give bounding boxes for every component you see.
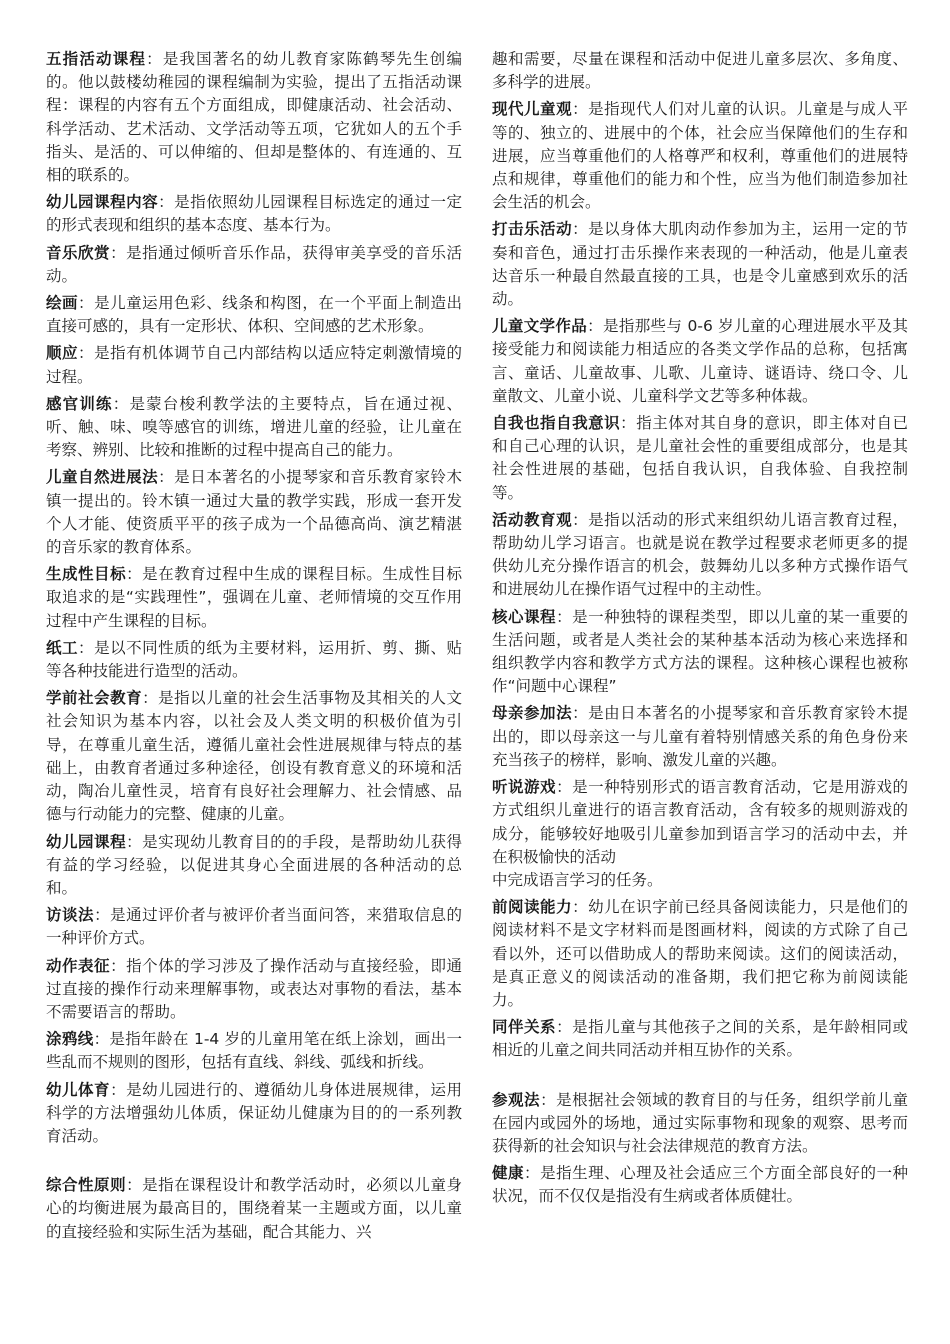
entry-definition: 是以不同性质的纸为主要材料，运用折、剪、撕、贴等各种技能进行造型的活动。 bbox=[46, 638, 462, 681]
entry-definition: 趣和需要，尽量在课程和活动中促进儿童多层次、多角度、多科学的进展。 bbox=[492, 50, 908, 92]
glossary-entry bbox=[492, 896, 908, 1012]
entry-term: 音乐欣赏 bbox=[46, 243, 111, 262]
entry-term: 母亲参加法 bbox=[492, 704, 573, 723]
left-column bbox=[46, 48, 462, 1248]
entry-term: 幼儿园课程 bbox=[46, 832, 127, 851]
entry-definition: 指个体的学习涉及了操作活动与直接经验，即通过直接的操作行动来理解事物，或表达对事物的看法，基本不需要语言的帮助。 bbox=[46, 956, 462, 1021]
entry-term: 参观法 bbox=[492, 1090, 541, 1109]
entry-definition: 是通过评价者与被评价者当面问答，来猎取信息的一种评价方式。 bbox=[46, 906, 462, 948]
glossary-entry bbox=[46, 342, 462, 388]
glossary-entry bbox=[46, 637, 462, 683]
glossary-entry-continued bbox=[492, 48, 908, 94]
glossary-entry bbox=[492, 1089, 908, 1159]
entry-separator: ： bbox=[78, 638, 95, 657]
entry-definition: 是指有机体调节自己内部结构以适应特定刺激情境的过程。 bbox=[46, 344, 462, 386]
entry-separator: ： bbox=[572, 100, 589, 119]
entry-term: 感官训练 bbox=[46, 394, 113, 413]
entry-separator: ： bbox=[112, 394, 130, 413]
entry-definition: 是一种特别形式的语言教育活动，它是用游戏的方式组织儿童进行的语言教育活动，含有较多的规则游戏的成分，能够较好地吸引儿童参加到语言学习的活动中去，并在积极愉快的活动 bbox=[492, 778, 908, 866]
glossary-entry bbox=[46, 242, 462, 288]
glossary-entry bbox=[46, 1174, 462, 1244]
glossary-entry bbox=[492, 1016, 908, 1062]
entry-term: 打击乐活动 bbox=[492, 220, 573, 239]
entry-separator: ： bbox=[126, 565, 143, 584]
entry-separator: ： bbox=[78, 294, 95, 313]
entry-separator: ： bbox=[158, 468, 175, 487]
entry-definition: 是在教育过程中生成的课程目标。生成性目标取追求的是“实践理性”，强调在儿童、老师情境的交互作用过程中产生课程的目标。 bbox=[46, 565, 462, 630]
entry-definition: 是以身体大肌肉动作参加为主，运用一定的节奏和音色，通过打击乐操作来表现的一种活动，他是儿童表达音乐一种最自然最直接的工具，也是令儿童感到欢乐的活动。 bbox=[492, 220, 908, 309]
entry-separator: ： bbox=[572, 510, 589, 529]
entry-definition: 是指通过倾听音乐作品，获得审美享受的音乐活动。 bbox=[46, 243, 462, 285]
entry-term: 同伴关系 bbox=[492, 1018, 557, 1037]
glossary-entry bbox=[46, 955, 462, 1025]
entry-separator: ： bbox=[540, 1090, 557, 1109]
entry-term: 纸工 bbox=[46, 638, 79, 657]
entry-separator: ： bbox=[158, 193, 175, 212]
entry-term: 健康 bbox=[492, 1164, 525, 1183]
entry-separator: ： bbox=[94, 906, 111, 925]
glossary-entry-continued bbox=[492, 869, 908, 892]
glossary-entry bbox=[492, 606, 908, 699]
entry-separator: ： bbox=[556, 607, 573, 626]
glossary-entry bbox=[46, 292, 462, 338]
entry-definition: 是指依照幼儿园课程目标选定的通过一定的形式表现和组织的基本态度、基本行为。 bbox=[46, 193, 462, 235]
entry-term: 学前社会教育 bbox=[46, 689, 143, 708]
entry-separator: ： bbox=[78, 344, 95, 363]
entry-term: 顺应 bbox=[46, 344, 79, 363]
entry-separator: ： bbox=[110, 1080, 127, 1099]
entry-term: 五指活动课程 bbox=[46, 50, 147, 68]
glossary-entry bbox=[492, 218, 908, 311]
entry-separator: ： bbox=[146, 50, 163, 68]
entry-term: 动作表征 bbox=[46, 956, 111, 975]
glossary-entry bbox=[492, 702, 908, 772]
entry-separator: ： bbox=[587, 317, 603, 336]
entry-definition: 是日本著名的小提琴家和音乐教育家铃木镇一提出的。铃木镇一通过大量的教学实践，形成一套开发个人才能、使资质平平的孩子成为一个品德高尚、演艺精湛的音乐家的教育体系。 bbox=[46, 468, 462, 557]
entry-definition: 是幼儿园进行的、遵循幼儿身体进展规律，运用科学的方法增强幼儿体质，保证幼儿健康为目的的一系列教育活动。 bbox=[46, 1080, 462, 1145]
entry-definition: 是指那些与 0-6 岁儿童的心理进展水平及其接受能力和阅读能力相适应的各类文学作品的总称，包括寓言、童话、儿童故事、儿歌、儿童诗、谜语诗、绕口令、儿童散文、儿童小说、儿童科学文艺等多种体裁。 bbox=[492, 317, 908, 405]
glossary-entry bbox=[46, 1028, 462, 1074]
entry-definition: 中完成语言学习的任务。 bbox=[492, 870, 663, 889]
entry-term: 幼儿园课程内容 bbox=[46, 193, 159, 212]
entry-definition: 是根据社会领域的教育目的与任务，组织学前儿童在园内或园外的场地，通过实际事物和现象的观察、思考而获得新的社会知识与社会法律规范的教育方法。 bbox=[492, 1090, 908, 1155]
entry-separator: ： bbox=[110, 956, 127, 975]
glossary-entry bbox=[492, 1162, 908, 1208]
entry-term: 儿童文学作品 bbox=[492, 317, 588, 336]
entry-separator: ： bbox=[126, 1176, 143, 1195]
entry-definition: 是指以儿童的社会生活事物及其相关的人文社会知识为基本内容，以社会及人类文明的积极价值为引导，在尊重儿童生活，遵循儿童社会性进展规律与特点的基础上，由教育者通过多种途径，创设有教育意义的环境和活动，陶冶儿童性灵，培育有良好社会理解力、社会情感、品德与行动能力的完整、健康的儿童。 bbox=[46, 689, 462, 824]
entry-definition: 是一种独特的课程类型，即以儿童的某一重要的生活问题，或者是人类社会的某种基本活动为核心来选择和组织教学内容和教学方式方法的课程。这种核心课程也被称作“问题中心课程” bbox=[492, 607, 908, 696]
glossary-entry bbox=[46, 48, 462, 187]
entry-term: 儿童自然进展法 bbox=[46, 468, 159, 487]
glossary-entry bbox=[46, 831, 462, 901]
glossary-entry bbox=[46, 687, 462, 826]
entry-separator: ： bbox=[142, 689, 159, 708]
glossary-entry bbox=[46, 563, 462, 633]
glossary-entry bbox=[46, 904, 462, 950]
entry-separator: ： bbox=[524, 1164, 541, 1183]
glossary-entry bbox=[492, 315, 908, 408]
entry-definition: 是我国著名的幼儿教育家陈鹤琴先生创编的。他以鼓楼幼稚园的课程编制为实验，提出了五指活动课程：课程的内容有五个方面组成，即健康活动、社会活动、科学活动、艺术活动、文学活动等五项，它犹如人的五个手指头、是活的、可以伸缩的、但却是整体的、有连通的、互相的联系的。 bbox=[46, 50, 462, 185]
glossary-entry bbox=[46, 191, 462, 237]
entry-term: 自我也指自我意识 bbox=[492, 414, 621, 433]
entry-separator: ： bbox=[110, 243, 127, 262]
entry-term: 访谈法 bbox=[46, 906, 95, 925]
entry-separator: ： bbox=[572, 220, 589, 239]
entry-separator: ： bbox=[620, 414, 637, 433]
entry-separator: ： bbox=[556, 1018, 573, 1037]
entry-definition: 是实现幼儿教育目的的手段，是帮助幼儿获得有益的学习经验，以促进其身心全面进展的各种活动的总和。 bbox=[46, 832, 462, 897]
right-column bbox=[492, 48, 908, 1213]
entry-definition: 幼儿在识字前已经具备阅读能力，只是他们的阅读材料不是文字材料而是图画材料，阅读的方式除了自己看以外，还可以借助成人的帮助来阅读。这们的阅读活动，是真正意义的阅读活动的准备期，我们把它称为前阅读能力。 bbox=[492, 898, 908, 1009]
entry-separator: ： bbox=[126, 832, 143, 851]
glossary-entry bbox=[492, 509, 908, 602]
entry-definition: 是儿童运用色彩、线条和构图，在一个平面上制造出直接可感的，具有一定形状、体积、空间感的艺术形象。 bbox=[46, 294, 462, 336]
entry-term: 综合性原则 bbox=[46, 1176, 127, 1195]
entry-term: 涂鸦线 bbox=[46, 1030, 94, 1049]
entry-separator: ： bbox=[93, 1030, 110, 1049]
entry-term: 前阅读能力 bbox=[492, 898, 573, 917]
entry-term: 核心课程 bbox=[492, 607, 557, 626]
entry-definition: 是指儿童与其他孩子之间的关系，是年龄相同或相近的儿童之间共同活动并相互协作的关系。 bbox=[492, 1018, 908, 1060]
entry-term: 幼儿体育 bbox=[46, 1080, 111, 1099]
entry-term: 绘画 bbox=[46, 294, 79, 313]
glossary-entry bbox=[46, 393, 462, 463]
entry-definition: 是指年龄在 1-4 岁的儿童用笔在纸上涂划，画出一些乱而不规则的图形，包括有直线、斜线、弧线和折线。 bbox=[46, 1030, 462, 1072]
entry-term: 现代儿童观 bbox=[492, 100, 573, 119]
entry-definition: 是指现代人们对儿童的认识。儿童是与成人平等的、独立的、进展中的个体，社会应当保障他们的生存和进展，应当尊重他们的人格尊严和权利，尊重他们的进展特点和规律，尊重他们的能力和个性，应当为他们制造参加社会生活的机会。 bbox=[492, 100, 908, 212]
entry-separator: ： bbox=[572, 898, 589, 917]
glossary-entry bbox=[492, 776, 908, 869]
glossary-entry bbox=[46, 466, 462, 559]
entry-definition: 指主体对其自身的意识，即主体对自已和自己心理的认识，是儿童社会性的重要组成部分，也是其社会性进展的基础，包括自我认识，自我体验、自我控制等。 bbox=[492, 414, 908, 502]
entry-definition: 是指生理、心理及社会适应三个方面全部良好的一种状况，而不仅仅是指没有生病或者体质健壮。 bbox=[492, 1164, 908, 1206]
entry-definition: 是蒙台梭利教学法的主要特点，旨在通过视、听、触、味、嗅等感官的训练，增进儿童的经验，让儿童在考察、辨别、比较和推断的过程中提高自己的能力。 bbox=[46, 394, 462, 460]
entry-definition: 是指以活动的形式来组织幼儿语言教育过程，帮助幼儿学习语言。也就是说在教学过程要求老师更多的提供幼儿充分操作语言的机会，鼓舞幼儿以多种方式操作语气和进展幼儿在操作语气过程中的主动性。 bbox=[492, 510, 908, 599]
glossary-entry bbox=[492, 98, 908, 214]
entry-separator: ： bbox=[556, 778, 573, 797]
entry-separator: ： bbox=[572, 704, 589, 723]
glossary-entry bbox=[46, 1079, 462, 1149]
entry-definition: 是由日本著名的小提琴家和音乐教育家铃木提出的，即以母亲这一与儿童有着特别情感关系的角色身份来充当孩子的榜样，影响、激发儿童的兴趣。 bbox=[492, 704, 908, 769]
entry-definition: 是指在课程设计和教学活动时，必须以儿童身心的均衡进展为最高目的，围绕着某一主题或方面，以儿童的直接经验和实际生活为基础，配合其能力、兴 bbox=[46, 1176, 462, 1241]
entry-term: 活动教育观 bbox=[492, 510, 573, 529]
glossary-entry bbox=[492, 412, 908, 505]
entry-term: 生成性目标 bbox=[46, 565, 127, 584]
entry-term: 听说游戏 bbox=[492, 778, 557, 797]
